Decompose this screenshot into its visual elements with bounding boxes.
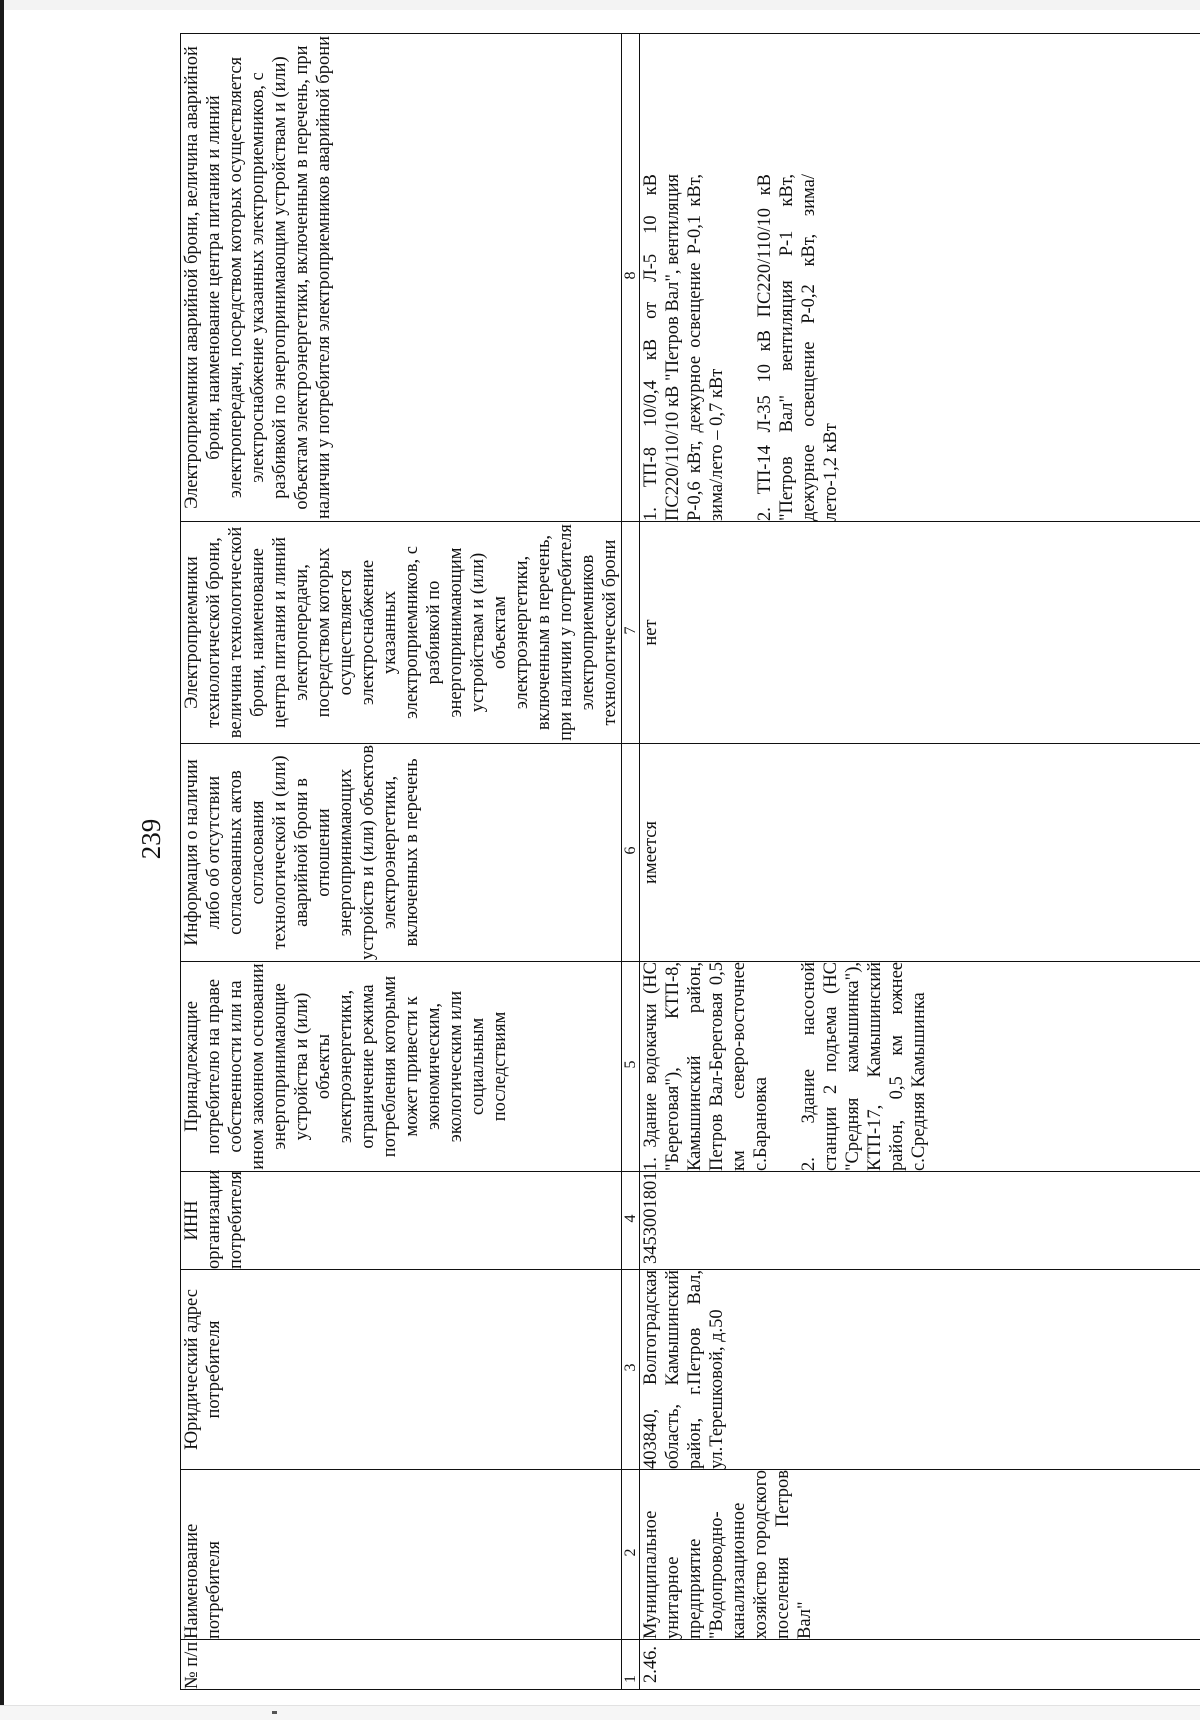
column-number: 7	[622, 522, 640, 744]
agreement-info-value: имеется	[640, 744, 1200, 962]
column-number: 1	[622, 1640, 640, 1690]
objects-cell	[640, 962, 1200, 1172]
table-row	[640, 34, 1200, 1690]
emergency-reserve-cell	[640, 34, 1200, 522]
object-entry: 2. Здание насосной станции 2 подъема (НС "Средняя камышинка"), КТП-17, Камышинский район, 0,5 км южнее с.Средняя Камышинка	[799, 962, 929, 1171]
inn-value: 3453001801	[640, 1172, 1200, 1270]
column-header-consumer-name: Наименование потребителя	[181, 1470, 622, 1640]
technological-reserve-value: нет	[640, 522, 1200, 744]
column-number: 4	[622, 1172, 640, 1270]
column-header-number: № п/п	[181, 1640, 622, 1690]
legal-address: 403840, Волгоградская область, Камышинский район, г.Петров Вал, ул.Терешковой, д.50	[640, 1270, 1200, 1470]
column-number-row	[622, 34, 640, 1690]
column-header-objects: Принадлежащие потребителю на праве собственности или на ином законном основании энергопринимающие устройства и (или) объекты электроэнергетики, ограничение режима потребления которыми может привести к экономическим, экологическим или социальным последствиям	[181, 962, 622, 1172]
column-number: 8	[622, 34, 640, 522]
emergency-reserve-entry: 1. ТП-8 10/0,4 кВ от Л-5 10 кВ ПС220/110/10 кВ "Петров Вал", вентиляция Р-0,6 кВт, дежурное освещение Р-0,1 кВт, зима/лето – 0,7 кВт	[641, 174, 727, 521]
column-header-emergency-reserve: Электроприемники аварийной брони, величина аварийной брони, наименование центра питания и линий электропередачи, посредством которых осуществляется электроснабжение указанных электроприемников, с разбивкой по энергопринимающим устройствам и (или) объектам электроэнергетики, включенным в перечень, при наличии у потребителя электроприемников аварийной брони	[181, 34, 622, 522]
row-number: 2.46.	[640, 1640, 1200, 1690]
emergency-reserve-entry: 2. ТП-14 Л-35 10 кВ ПС220/110/10 кВ "Петров Вал" вентиляция Р-1 кВт, дежурное освещение Р-0,2 кВт, зима/лето-1,2 кВт	[755, 174, 841, 521]
consumer-name: Муниципальное унитарное предприятие "Водопроводно-канализационное хозяйство городского поселения Петров Вал"	[640, 1470, 1200, 1640]
object-entry: 1. Здание водокачки (НС "Береговая"), КТП-8, Камышинский район, Петров Вал-Береговая 0,5 км северо-восточнее с.Барановка	[641, 962, 771, 1171]
column-number: 6	[622, 744, 640, 962]
column-header-technological-reserve: Электроприемники технологической брони, величина технологической брони, наименование центра питания и линий электропередачи, посредством которых осуществляется электроснабжение указанных электроприемников, с разбивкой по энергопринимающим устройствам и (или) объектам электроэнергетики, включенным в перечень, при наличии у потребителя электроприемников технологической брони	[181, 522, 622, 744]
consumer-register-table	[180, 33, 1200, 1690]
column-header-legal-address: Юридический адрес потребителя	[181, 1270, 622, 1470]
table-header-row	[181, 34, 622, 1690]
column-number: 3	[622, 1270, 640, 1470]
column-header-agreement-info: Информация о наличии либо об отсутствии согласованных актов согласования технологической и (или) аварийной брони в отношении энергопринимающих устройств и (или) объектов электроэнергетики, включенных в перечень	[181, 744, 622, 962]
column-header-inn: ИНН организации потребителя	[181, 1172, 622, 1270]
page-number: 239	[136, 818, 166, 860]
column-number: 5	[622, 962, 640, 1172]
column-number: 2	[622, 1470, 640, 1640]
